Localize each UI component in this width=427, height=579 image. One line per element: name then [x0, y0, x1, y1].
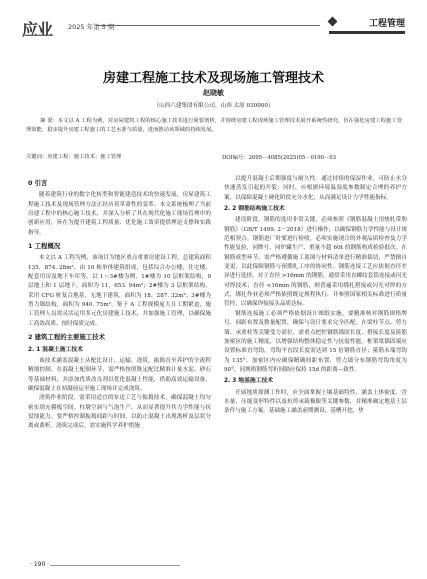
section-heading: 2. 2 钢筋结构施工技术: [224, 206, 285, 213]
section-heading: 2. 1 混凝土施工技术: [28, 346, 83, 353]
article-title: 房建工程施工技术及现场施工管理技术: [102, 71, 324, 86]
diamond-icon: [328, 17, 338, 27]
section-heading: 2. 3 地基施工技术: [224, 378, 274, 385]
issue-label: 2025 年第 5 期: [68, 23, 115, 31]
section-heading: 1 工程概况: [28, 242, 61, 251]
right-column: [224, 175, 407, 417]
paragraph: 钢筋连接施工必须严格依据设计图纸实施，要精准核对钢筋规格牌号、间距布置及数量配置，确保与设计要求完全匹配。在梁柱节点、剪力墙、承重柱等关键受力部位，需重点把控钢筋锚固长度、搭接长度及箍筋加密区的施工精度，以增强结构整体稳定性与抗震性能。框架梁锚固端应设置标准直弯钩，弯钩平直段长度需达到 15 倍钢筋直径；箍筋末端弯钩为 135°，加密区内应确保精确间距布置，剪力墙分布钢筋弯钩角度为 90°，同规格钢筋弯折间隔应保持 15d 的距离—致性。: [224, 310, 407, 373]
author-name: 赵晓敏: [203, 88, 224, 97]
paragraph: 随着建筑行业的数字化转型和智能建造技术的快速发展，房屋建筑工程施工技术及现场管理方法正经历着革命性的变革。本文系统梳理了当前房建工程中的核心施工技术，并深入分析了其在现代化施工现场管理中的创新应用，旨在为提升建筑工程质量、优化施工效率提供理论支撑和实践指导。: [28, 192, 211, 236]
author-affiliation: （山西六建集团有限公司，山西 太原 030000）: [153, 103, 274, 109]
column-tag: [329, 15, 405, 34]
paragraph: 以提升混凝土后期强度与耐久性。通过持续的保湿作业，可防止水分快速蒸发引起的开裂；同时，应根据环境温湿度参数制定合理的养护方案，以保障混凝土硬化阶段充分水化，从而满足设计力学性能指标。: [224, 176, 407, 201]
abstract: 摘 要：本文以 A 工程为例，对房屋建筑工程的核心施工技术进行简要剖析，并围绕房建工程现场施工管理技术展开系统性研究，旨在强化房建工程施工管理效能，稳步提升房建工程施工的工艺水准与质量，进而推动该领域的持续发展。: [26, 118, 402, 134]
page-number: · 190 ·: [30, 561, 50, 568]
column-name: 工程管理: [368, 19, 405, 29]
footer-divider: [50, 565, 180, 566]
doi-meta: DOI编号：2095－4085(2025)05－0190－03: [222, 155, 336, 161]
keywords: 关键词：房建工程；施工技术；施工管理: [26, 154, 122, 160]
section-heading: 2 建筑工程的主要施工技术: [28, 333, 105, 342]
paragraph: 建设阶段，钢筋的选用非常关键，必须参照《钢筋混凝土用热轧带肋钢筋》（GB/T 1499. 2－2018）进行操作，以确保钢筋力学性能与设计规范相契合。钢筋进厂时要进行检收，必须实施现合的外观品质检查及力学性能复验，同牌号、同炉罐生产、重量不超 60t 的钢筋构成检验批次。在钢筋成型环节，需严格遵循施工蓝图与材料清单进行精准裁切，严禁擅自变更，以此保障钢筋与预期扎工序的协同性。钢筋连接工艺应依据直径差异进行选择，对于直径 >16mm 的钢筋，通常采用直螺纹套筒连接或闪光对焊技术；直径 <16mm 的钢筋，则普遍采用绑扎搭接或闪光对焊的方式，绑扎作业必须严格依照既定规程执行，并参照国家相关标准进行质量管控，以确保焊接接头品质达标。: [224, 217, 408, 308]
paragraph: 本文以 A 工程为例，该项目为地区重点重要房建设工程，总建筑面积 135，874. 28m²，由 10 栋单体建筑组成，包括综合办公楼、住宅楼、配套用房及地下车库等。以 1～3#楼为例，1#楼为 10 层框架结构，9 层地上和 1 层地下，面积为 11，653. 94m²；2#楼为 3 层框架结构，采用 CFG 桩复合地基，无地下建筑，面积为 18，287. 32m²；3#楼为剪力墙结构，面积为 940. 75m²。鉴于 A 工程规模庞大且工期紧迫，施工管理人员需灵活运用多元化房建施工技术，并加强施工管理，以确保施工高效高质，按时保质完成。: [28, 255, 211, 327]
left-column: [28, 175, 211, 432]
paragraph: 浇筑作业阶段，需采用适宜的泵送工艺与振捣技术，确保混凝土均匀密实填充模板空间。柱墩空洞与气泡生产，从而显著提升其力学性能与抗侵蚀能力。要严格控制振捣间距与时间，以防止混凝土出现离析及层状分离或离析。浇筑完成后，需实施科学养护措施: [28, 395, 211, 430]
paragraph: 开展地质探测工作时，应全面掌握土壤基础特性、涵盖土体密度、含水量、压缩变形特性以及抗剪承载极限等关键参数，并精准确定地基土层条件与施工方案。基础施工涵盖前期测设、基槽开挖、垫: [224, 389, 407, 415]
journal-logo: 应业: [22, 20, 53, 39]
section-heading: 0 引言: [28, 179, 48, 187]
header-divider: [96, 25, 320, 26]
paragraph: 该技术涵盖混凝土从配比设计、运输、浇筑、振捣直至养护的全流程精细控制。在混凝土配制环节，需严格按照既定配比精准计量水泥、砂石等基础材料，并添加优质改良剂以优化混凝土性能，借助高效运输设备，确保混凝土在初凝前运至施工现场并完成浇筑。: [28, 357, 211, 392]
